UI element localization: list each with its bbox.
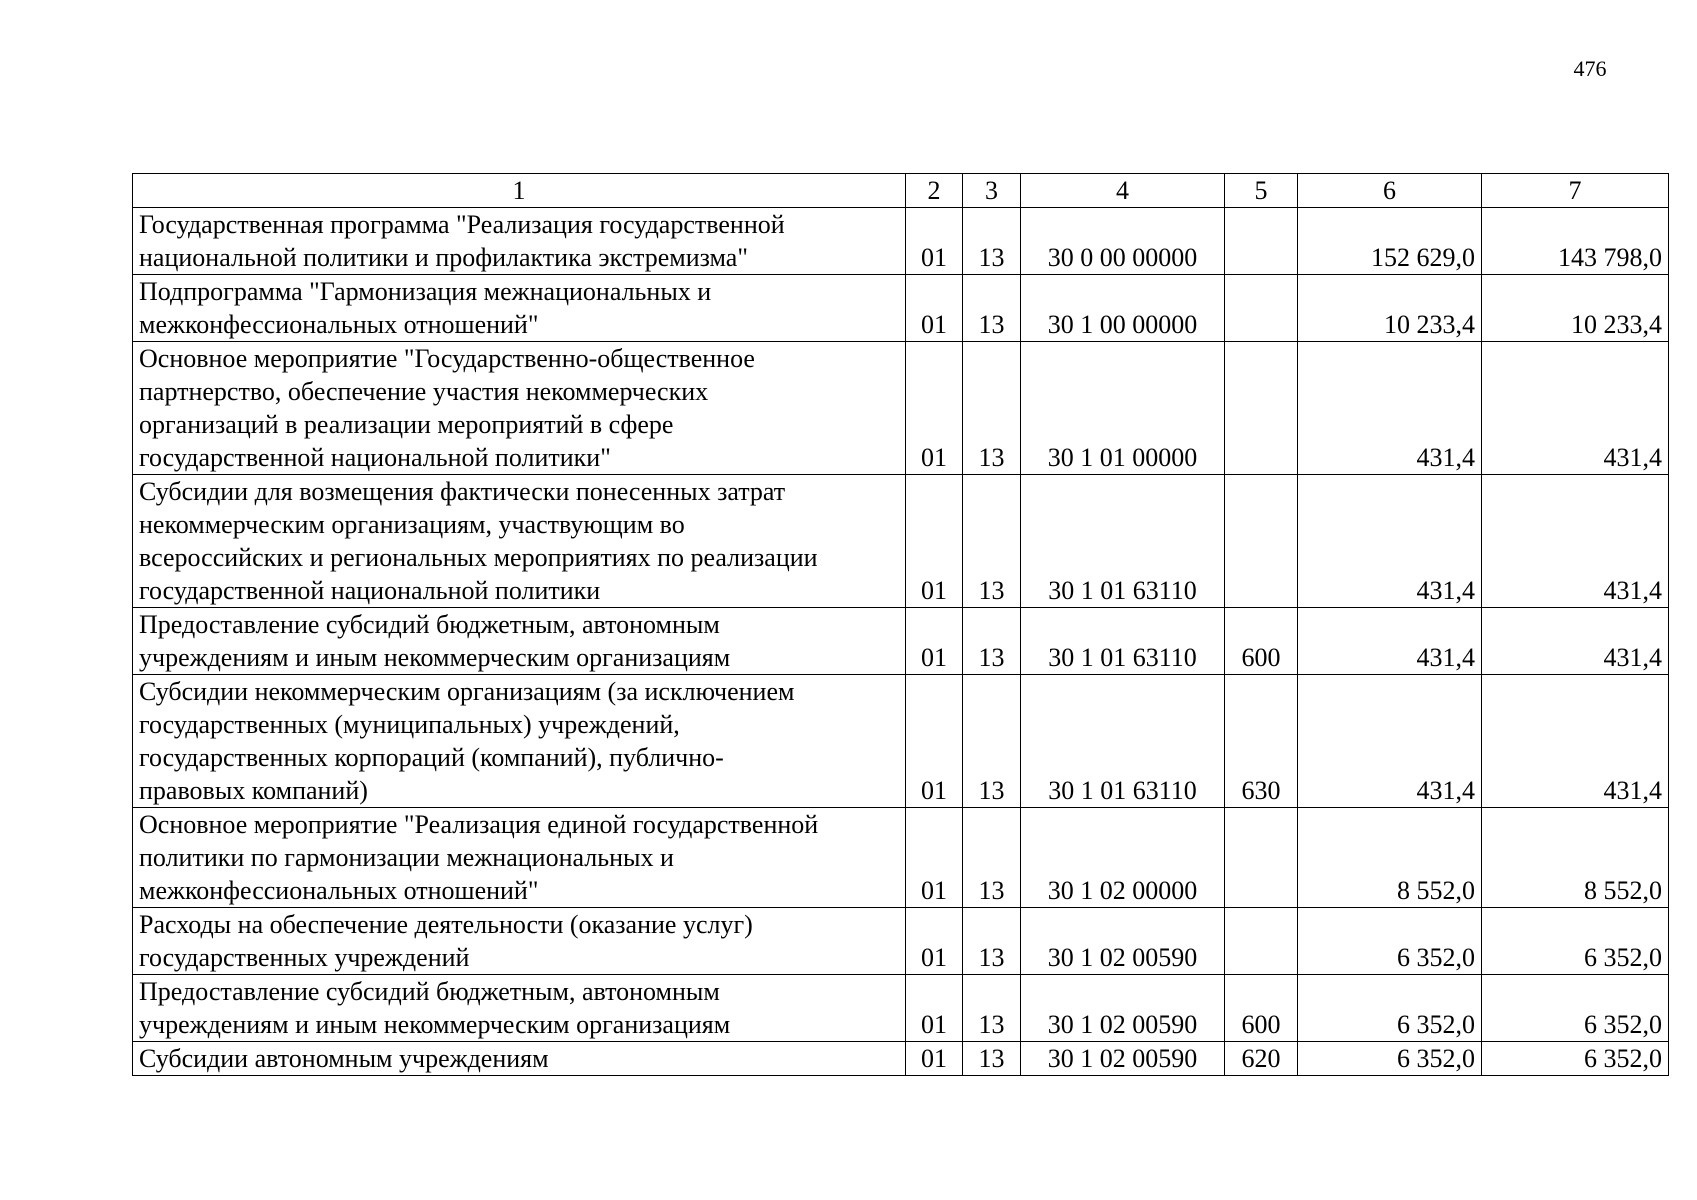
section-code-cell: 01: [906, 908, 963, 975]
header-row: [133, 174, 1669, 208]
subsection-code-cell: 13: [963, 1042, 1021, 1076]
amount-col7-cell: 431,4: [1482, 475, 1669, 608]
amount-col7-cell: 6 352,0: [1482, 908, 1669, 975]
target-article-cell: 30 0 00 00000: [1021, 208, 1225, 275]
target-article-cell: 30 1 01 63110: [1021, 675, 1225, 808]
row-name-line: Субсидии автономным учреждениям: [139, 1044, 549, 1073]
row-name-line: Основное мероприятие "Реализация единой государственной: [139, 810, 819, 839]
header-cell-5: 5: [1225, 174, 1298, 208]
row-name-line: Субсидии для возмещения фактически понесенных затрат: [139, 477, 786, 506]
row-name-cell: [133, 808, 906, 908]
target-article-cell: 30 1 00 00000: [1021, 275, 1225, 342]
table-row: [133, 608, 1669, 675]
section-code-cell: 01: [906, 1042, 963, 1076]
table-row: [133, 342, 1669, 475]
row-name-line: всероссийских и региональных мероприятиях по реализации: [139, 543, 818, 572]
amount-col6-cell: 431,4: [1298, 675, 1482, 808]
row-name-line: государственной национальной политики": [139, 443, 611, 472]
table-row: [133, 475, 1669, 608]
expense-type-cell: [1225, 342, 1298, 475]
amount-col7-cell: 10 233,4: [1482, 275, 1669, 342]
expense-type-cell: [1225, 808, 1298, 908]
amount-col6-cell: 10 233,4: [1298, 275, 1482, 342]
header-cell-3: 3: [963, 174, 1021, 208]
amount-col7-cell: 143 798,0: [1482, 208, 1669, 275]
row-name-line: Предоставление субсидий бюджетным, автономным: [139, 610, 720, 639]
row-name-cell: [133, 908, 906, 975]
row-name-line: государственной национальной политики: [139, 576, 601, 605]
header-cell-4: 4: [1021, 174, 1225, 208]
expense-type-cell: 600: [1225, 975, 1298, 1042]
section-code-cell: 01: [906, 475, 963, 608]
subsection-code-cell: 13: [963, 908, 1021, 975]
row-name-line: государственных (муниципальных) учреждений,: [139, 710, 680, 739]
amount-col7-cell: 431,4: [1482, 608, 1669, 675]
row-name-line: некоммерческим организациям, участвующим во: [139, 510, 685, 539]
section-code-cell: 01: [906, 975, 963, 1042]
amount-col7-cell: 6 352,0: [1482, 975, 1669, 1042]
amount-col6-cell: 431,4: [1298, 608, 1482, 675]
expense-type-cell: [1225, 475, 1298, 608]
amount-col7-cell: 431,4: [1482, 342, 1669, 475]
row-name-line: национальной политики и профилактика экстремизма": [139, 243, 748, 272]
subsection-code-cell: 13: [963, 675, 1021, 808]
row-name-line: Предоставление субсидий бюджетным, автономным: [139, 977, 720, 1006]
target-article-cell: 30 1 01 63110: [1021, 608, 1225, 675]
section-code-cell: 01: [906, 808, 963, 908]
row-name-line: организаций в реализации мероприятий в сфере: [139, 410, 674, 439]
row-name-line: правовых компаний): [139, 776, 368, 805]
section-code-cell: 01: [906, 342, 963, 475]
target-article-cell: 30 1 02 00590: [1021, 1042, 1225, 1076]
row-name-cell: [133, 275, 906, 342]
row-name-line: Расходы на обеспечение деятельности (оказание услуг): [139, 910, 753, 939]
section-code-cell: 01: [906, 608, 963, 675]
table-row: [133, 275, 1669, 342]
subsection-code-cell: 13: [963, 475, 1021, 608]
section-code-cell: 01: [906, 675, 963, 808]
header-cell-7: 7: [1482, 174, 1669, 208]
row-name-line: Государственная программа "Реализация государственной: [139, 210, 785, 239]
expense-type-cell: [1225, 208, 1298, 275]
amount-col6-cell: 6 352,0: [1298, 975, 1482, 1042]
table-row: [133, 1042, 1669, 1076]
row-name-cell: [133, 342, 906, 475]
amount-col6-cell: 6 352,0: [1298, 908, 1482, 975]
amount-col7-cell: 431,4: [1482, 675, 1669, 808]
row-name-cell: [133, 208, 906, 275]
header-cell-1: 1: [133, 174, 906, 208]
amount-col6-cell: 431,4: [1298, 342, 1482, 475]
row-name-line: государственных корпораций (компаний), публично-: [139, 743, 724, 772]
amount-col7-cell: 6 352,0: [1482, 1042, 1669, 1076]
subsection-code-cell: 13: [963, 208, 1021, 275]
subsection-code-cell: 13: [963, 342, 1021, 475]
row-name-line: Основное мероприятие "Государственно-общественное: [139, 344, 755, 373]
row-name-line: учреждениям и иным некоммерческим организациям: [139, 643, 731, 672]
expense-type-cell: 620: [1225, 1042, 1298, 1076]
budget-table: [132, 173, 1669, 1076]
table-row: [133, 808, 1669, 908]
row-name-cell: [133, 608, 906, 675]
row-name-line: Подпрограмма "Гармонизация межнациональных и: [139, 277, 712, 306]
subsection-code-cell: 13: [963, 808, 1021, 908]
target-article-cell: 30 1 01 00000: [1021, 342, 1225, 475]
page-number: 476: [1573, 56, 1607, 81]
target-article-cell: 30 1 02 00000: [1021, 808, 1225, 908]
row-name-line: межконфессиональных отношений": [139, 876, 539, 905]
table-row: [133, 208, 1669, 275]
target-article-cell: 30 1 01 63110: [1021, 475, 1225, 608]
amount-col6-cell: 8 552,0: [1298, 808, 1482, 908]
row-name-line: государственных учреждений: [139, 943, 470, 972]
subsection-code-cell: 13: [963, 275, 1021, 342]
expense-type-cell: 630: [1225, 675, 1298, 808]
row-name-cell: [133, 975, 906, 1042]
row-name-line: партнерство, обеспечение участия некоммерческих: [139, 377, 709, 406]
table-row: [133, 975, 1669, 1042]
header-cell-6: 6: [1298, 174, 1482, 208]
section-code-cell: 01: [906, 208, 963, 275]
row-name-line: межконфессиональных отношений": [139, 310, 539, 339]
target-article-cell: 30 1 02 00590: [1021, 975, 1225, 1042]
amount-col7-cell: 8 552,0: [1482, 808, 1669, 908]
section-code-cell: 01: [906, 275, 963, 342]
expense-type-cell: [1225, 275, 1298, 342]
row-name-line: учреждениям и иным некоммерческим организациям: [139, 1010, 731, 1039]
row-name-cell: [133, 675, 906, 808]
table-row: [133, 675, 1669, 808]
table-row: [133, 908, 1669, 975]
amount-col6-cell: 152 629,0: [1298, 208, 1482, 275]
amount-col6-cell: 431,4: [1298, 475, 1482, 608]
row-name-cell: [133, 475, 906, 608]
subsection-code-cell: 13: [963, 608, 1021, 675]
subsection-code-cell: 13: [963, 975, 1021, 1042]
row-name-line: Субсидии некоммерческим организациям (за исключением: [139, 677, 795, 706]
header-cell-2: 2: [906, 174, 963, 208]
amount-col6-cell: 6 352,0: [1298, 1042, 1482, 1076]
row-name-cell: [133, 1042, 906, 1076]
expense-type-cell: [1225, 908, 1298, 975]
expense-type-cell: 600: [1225, 608, 1298, 675]
target-article-cell: 30 1 02 00590: [1021, 908, 1225, 975]
row-name-line: политики по гармонизации межнациональных и: [139, 843, 674, 872]
